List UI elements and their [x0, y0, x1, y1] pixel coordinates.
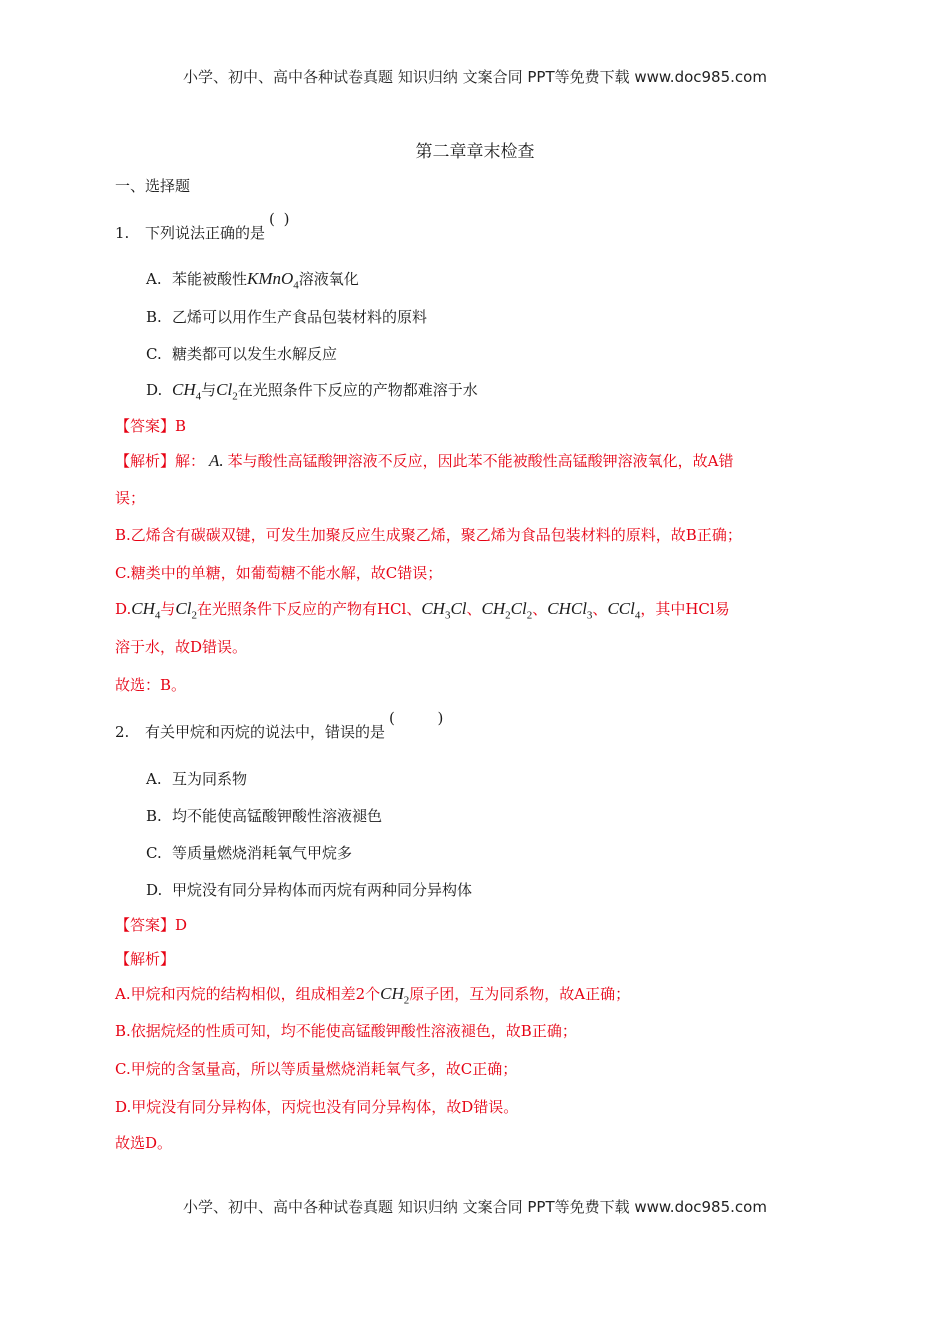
question-2-analysis-c: C.甲烷的含氢量高，所以等质量燃烧消耗氧气多，故C正确； — [115, 1060, 518, 1078]
question-1-analysis-a-cont: 误； — [115, 489, 146, 507]
question-2-analysis-b: B.依据烷烃的性质可知，均不能使高锰酸钾酸性溶液褪色，故B正确； — [115, 1022, 577, 1040]
formula-ch4: $CH_4$ — [172, 380, 202, 403]
question-number: 2. — [115, 723, 130, 741]
question-2-option-d: D. 甲烷没有同分异构体而丙烷有两种同分异构体 — [146, 881, 473, 899]
question-text: 有关甲烷和丙烷的说法中，错误的是 — [145, 723, 386, 741]
page-title: 第二章章末检查 — [415, 142, 535, 162]
question-1-analysis-c: C.糖类中的单糖，如葡萄糖不能水解，故C错误； — [115, 564, 443, 582]
question-2-conclusion: 故选D。 — [115, 1134, 173, 1152]
answer-blank: ( ) — [389, 709, 446, 727]
question-1-option-d: D. $CH_4$与$Cl_2$在光照条件下反应的产物都难溶于水 — [146, 380, 478, 403]
question-2-stem — [115, 709, 446, 742]
question-2-option-b: B. 均不能使高锰酸钾酸性溶液褪色 — [146, 807, 383, 825]
question-2-option-a: A. 互为同系物 — [146, 770, 248, 788]
page-header: 小学、初中、高中各种试卷真题 知识归纳 文案合同 PPT等免费下载 www.doc985.com — [183, 68, 767, 86]
question-1-analysis-d: $D.CH_4$与$Cl_2$在光照条件下反应的产物有HCl、$CH_3Cl$、$CH_2Cl_2$、CHCl$_3$、CCl$_4$，其中HCl易 — [115, 599, 730, 622]
question-2-answer: 【答案】D — [115, 916, 188, 934]
formula-kmno4: KMnO$_4$ — [247, 269, 299, 292]
formula-cl2: $Cl_2$ — [216, 380, 238, 403]
answer-blank: ( ) — [269, 210, 292, 228]
question-1-option-c: C. 糖类都可以发生水解反应 — [146, 345, 338, 363]
question-2-analysis-d: D.甲烷没有同分异构体，丙烷也没有同分异构体，故D错误。 — [115, 1098, 519, 1116]
question-text: 下列说法正确的是 — [145, 224, 266, 242]
question-1-analysis-b: B.乙烯含有碳碳双键，可发生加聚反应生成聚乙烯，聚乙烯为食品包装材料的原料，故B正确； — [115, 526, 742, 544]
question-1-stem — [115, 210, 292, 243]
question-1-analysis-d-cont: 溶于水，故D错误。 — [115, 638, 248, 656]
question-1-option-b: B. 乙烯可以用作生产食品包装材料的原料 — [146, 308, 428, 326]
question-1-conclusion: 故选：B。 — [115, 676, 187, 694]
section-heading: 一、选择题 — [115, 177, 191, 195]
question-2-analysis-a: A.甲烷和丙烷的结构相似，组成相差2个$CH_2$原子团，互为同系物，故A正确； — [115, 984, 631, 1007]
page-footer: 小学、初中、高中各种试卷真题 知识归纳 文案合同 PPT等免费下载 www.doc985.com — [183, 1198, 767, 1216]
question-2-option-c: C. 等质量燃烧消耗氧气甲烷多 — [146, 844, 353, 862]
question-2-analysis-label: 【解析】 — [115, 950, 176, 968]
question-1-option-a: A. 苯能被酸性KMnO$_4$溶液氧化 — [146, 269, 359, 292]
question-number: 1. — [115, 224, 130, 242]
question-1-analysis-a: 【解析】解： A. 苯与酸性高锰酸钾溶液不反应，因此苯不能被酸性高锰酸钾溶液氧化，故A错 — [115, 451, 734, 470]
question-1-answer: 【答案】B — [115, 417, 187, 435]
